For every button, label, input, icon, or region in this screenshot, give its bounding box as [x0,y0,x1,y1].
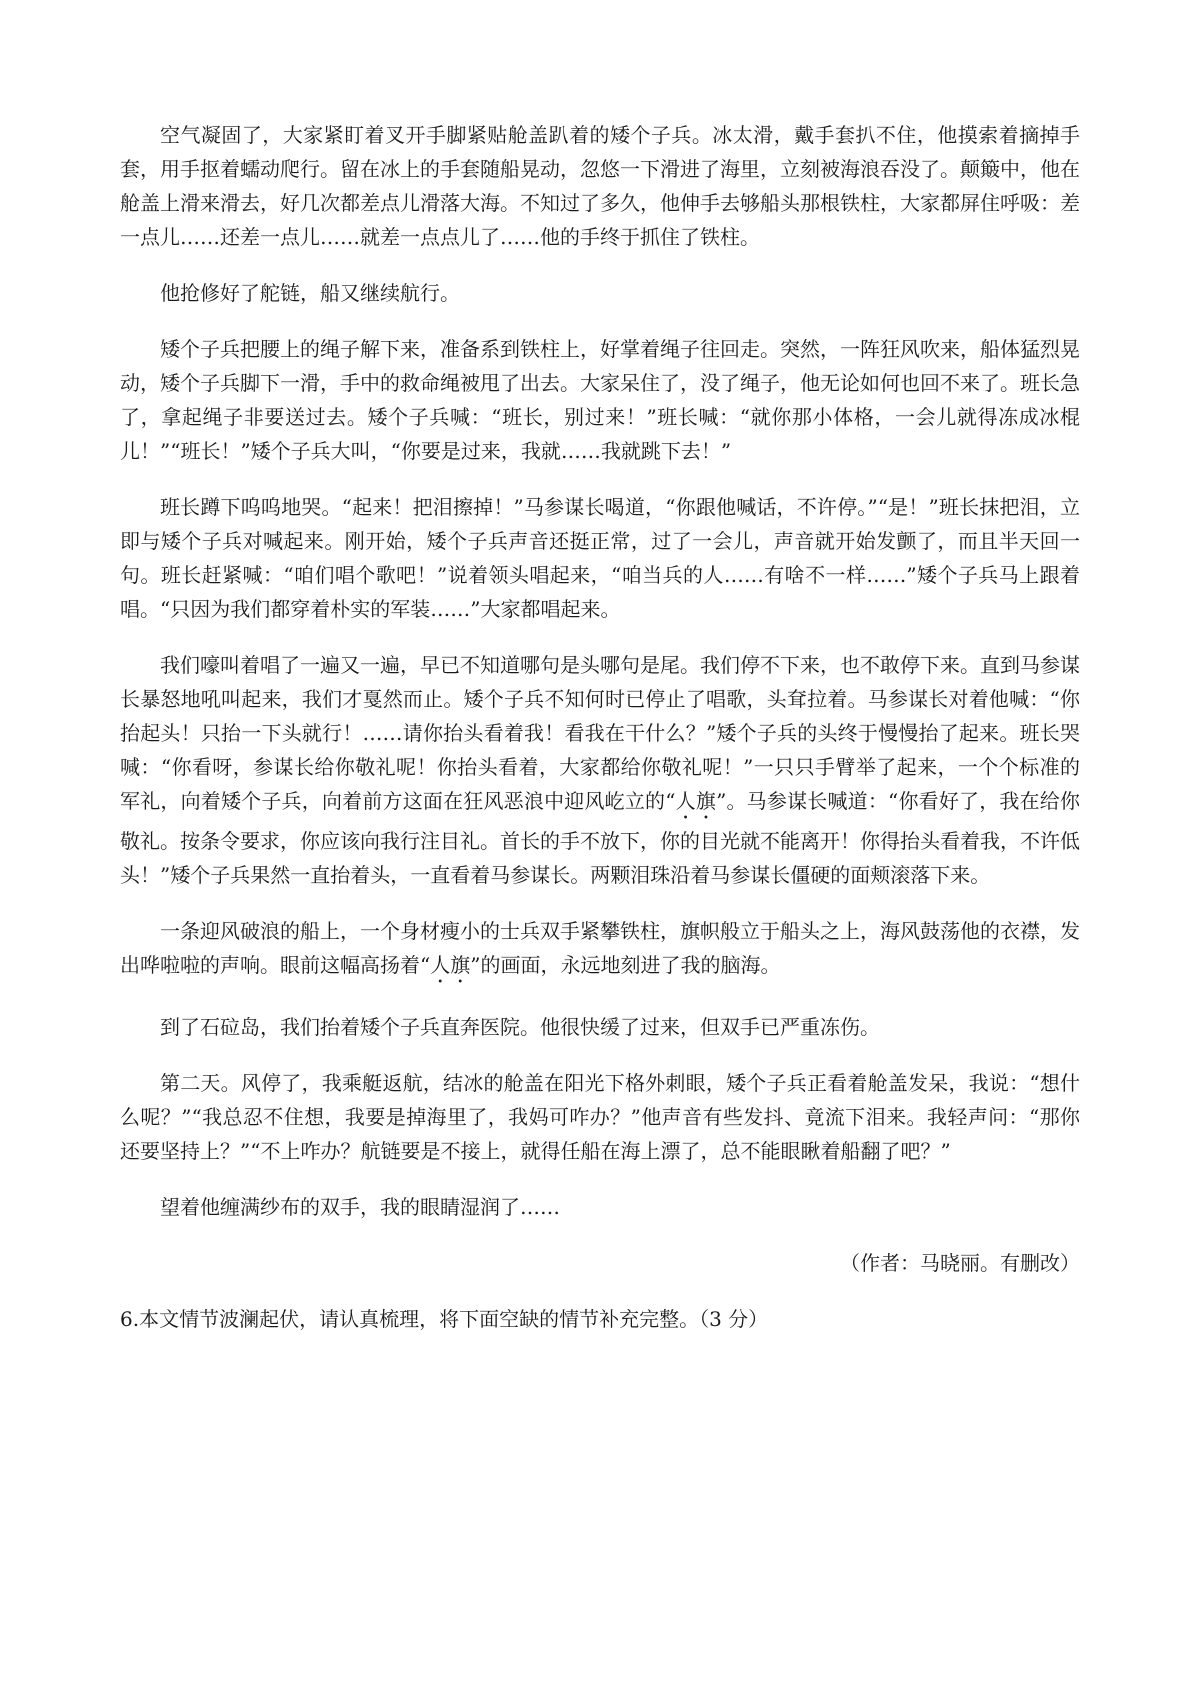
paragraph-7: 到了石砬岛，我们抬着矮个子兵直奔医院。他很快缓了过来，但双手已严重冻伤。 [160,1015,880,1039]
paragraph-9: 望着他缠满纱布的双手，我的眼睛湿润了…… [160,1195,560,1219]
paragraph-3: 矮个子兵把腰上的绳子解下来，准备系到铁柱上，好掌着绳子往回走。突然，一阵狂风吹来，船体猛烈晃动，矮个子兵脚下一滑，手中的救命绳被甩了出去。大家呆住了，没了绳子，他无论如何也回不来了。班长急了，拿起绳子非要送过去。矮个子兵喊：“班长，别过来！”班长喊：“就你那小体格，一会儿就得冻成冰棍儿！”“班长！”矮个子兵大叫，“你要是过来，我就……我就跳下去！” [120,337,1080,463]
paragraph-5-text-before: 我们嚎叫着唱了一遍又一遍，早已不知道哪句是头哪句是尾。我们停不下来，也不敢停下来。直到马参谋长暴怒地吼叫起来，我们才戛然而止。矮个子兵不知何时已停止了唱歌，头耷拉着。马参谋长对着他喊：“你抬起头！只抬一下头就行！……请你抬头看着我！看我在干什么？”矮个子兵的头终于慢慢抬了起来。班长哭喊：“你看呀，参谋长给你敬礼呢！你抬头看着，大家都给你敬礼呢！”一只只手臂举了起来，一个个标准的军礼，向着矮个子兵，向着前方这面在狂风恶浪中迎风屹立的“ [120,653,1080,813]
paragraph-2: 他抢修好了舵链，船又继续航行。 [160,281,460,305]
paragraph-6-text-after: ”的画面，永远地刻进了我的脑海。 [470,953,781,977]
paragraph-6-text-before: 一条迎风破浪的船上，一个身材瘦小的士兵双手紧攀铁柱，旗帜般立于船头之上，海风鼓荡他的衣襟，发出哗啦啦的声响。眼前这幅高扬着“ [120,919,1080,977]
paragraph-8: 第二天。风停了，我乘艇返航，结冰的舱盖在阳光下格外刺眼，矮个子兵正看着舱盖发呆，我说：“想什么呢？”“我总忍不住想，我要是掉海里了，我妈可咋办？”他声音有些发抖、竟流下泪来。我轻声问：“那你还要坚持上？”“不上咋办？航链要是不接上，就得任船在海上漂了，总不能眼瞅着船翻了吧？” [120,1071,1080,1163]
paragraph-5-text-after: ”。马参谋长喊道：“你看好了，我在给你敬礼。按条令要求，你应该向我行注目礼。首长的手不放下，你的目光就不能离开！你得抬头看着我，不许低头！”矮个子兵果然一直抬着头，一直看着马参谋长。两颗泪珠沿着马参谋长僵硬的面颊滚落下来。 [120,789,1081,887]
paragraph-1: 空气凝固了，大家紧盯着叉开手脚紧贴舱盖趴着的矮个子兵。冰太滑，戴手套扒不住，他摸索着摘掉手套，用手抠着蠕动爬行。留在冰上的手套随船晃动，忽悠一下滑进了海里，立刻被海浪吞没了。颠簸中，他在舱盖上滑来滑去，好几次都差点儿滑落大海。不知过了多久，他伸手去够船头那根铁柱，大家都屏住呼吸：差一点儿……还差一点儿……就差一点点儿了……他的手终于抓住了铁柱。 [120,123,1080,249]
paragraph-6 [120,914,1080,988]
emphasized-term: 人旗 [675,789,717,813]
paragraph-4: 班长蹲下呜呜地哭。“起来！把泪擦掉！”马参谋长喝道，“你跟他喊话，不许停。”“是！”班长抹把泪，立即与矮个子兵对喊起来。刚开始，矮个子兵声音还挺正常，过了一会儿，声音就开始发颤了，而且半天回一句。班长赶紧喊：“咱们唱个歌吧！”说着领头唱起来，“咱当兵的人……有啥不一样……”矮个子兵马上跟着唱。“只因为我们都穿着朴实的军装……”大家都唱起来。 [120,495,1080,621]
author-credit: （作者：马晓丽。有删改） [840,1251,1080,1275]
emphasized-term: 人旗 [430,953,471,977]
question-6: 6.本文情节波澜起伏，请认真梳理，将下面空缺的情节补充完整。（3 分） [120,1307,769,1331]
paragraph-5 [120,648,1080,892]
